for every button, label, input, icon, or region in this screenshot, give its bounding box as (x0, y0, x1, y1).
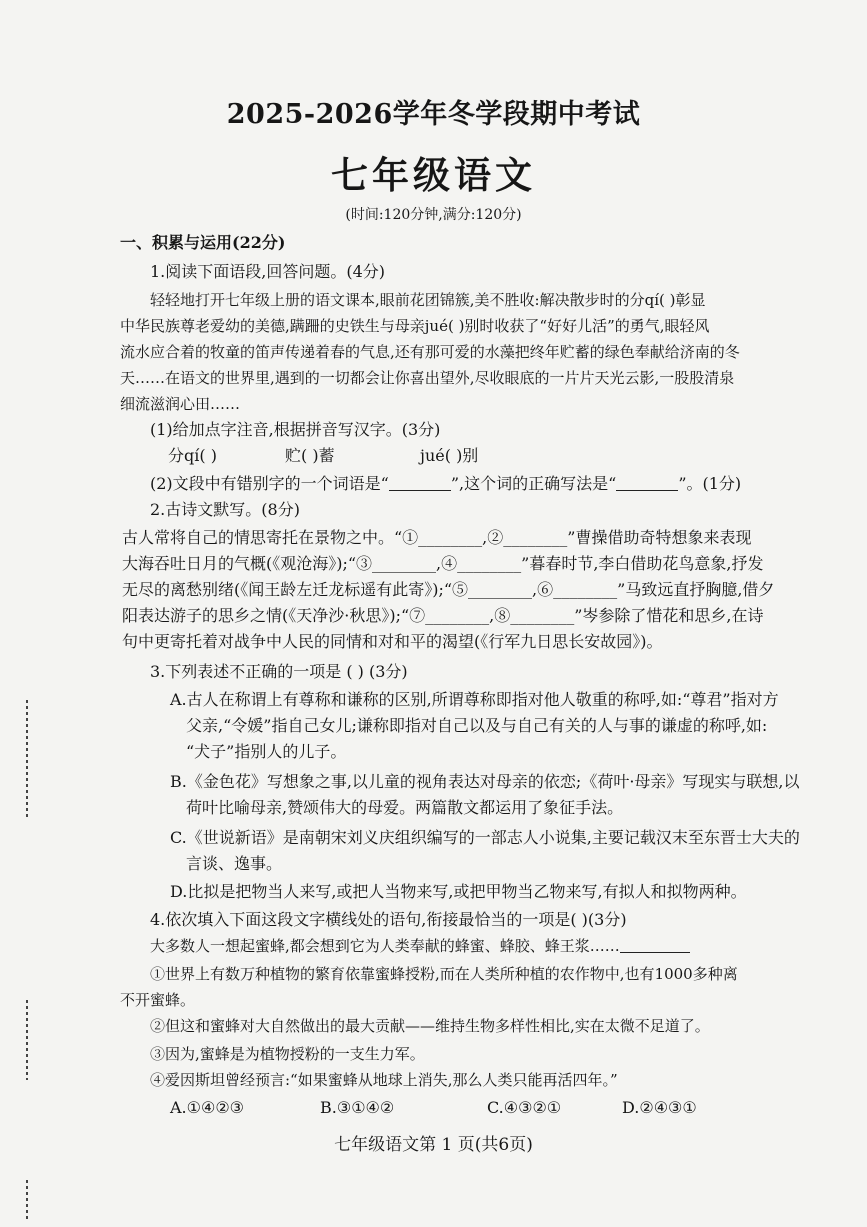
sub1-item: 贮( )蓄 (285, 446, 335, 465)
passage-line: 轻轻地打开七年级上册的语文课本,眼前花团锦簇,美不胜收:解决散步时的分qí( )彰显 (150, 291, 706, 309)
option-a-cont: 父亲,“令媛”指自己女儿;谦称即指对自己以及与自己有关的人与事的谦虚的称呼,如: (186, 716, 768, 735)
poetry-line: 无尽的离愁别绪(《闻王龄左迁龙标遥有此寄》);“⑤________,⑥________”马致远直抒胸臆,借夕 (122, 580, 775, 599)
section-heading: 一、积累与运用(22分) (120, 233, 286, 252)
sentence-1: ①世界上有数万种植物的繁育依靠蜜蜂授粉,而在人类所种植的农作物中,也有1000多种离 (150, 965, 738, 983)
page-footer: 七年级语文第 1 页(共6页) (334, 1135, 533, 1155)
answer-blank[interactable] (616, 476, 678, 491)
question-2-prompt: 2.古诗文默写。(8分) (150, 500, 300, 519)
question-3-prompt: 3.下列表述不正确的一项是 ( ) (3分) (150, 662, 408, 681)
passage-line: 天……在语文的世界里,遇到的一切都会让你喜出望外,尽收眼底的一片片天光云影,一股股清泉 (120, 369, 735, 387)
choice-b: B.③①④② (320, 1098, 395, 1117)
subject-title: 七年级语文 (331, 153, 536, 197)
sentence-4: ④爱因斯坦曾经预言:“如果蜜蜂从地球上消失,那么人类只能再活四年。” (150, 1071, 618, 1089)
option-c: C.《世说新语》是南朝宋刘义庆组织编写的一部志人小说集,主要记载汉末至东晋士大夫的 (170, 828, 800, 847)
option-b-cont: 荷叶比喻母亲,赞颂伟大的母爱。两篇散文都运用了象征手法。 (186, 798, 624, 817)
poetry-line: 大海吞吐日月的气概(《观沧海》);“③________,④________”暮春时节,李白借助花鸟意象,抒发 (122, 554, 764, 573)
exam-title: 2025-2026学年冬学段期中考试 (226, 99, 641, 130)
option-d: D.比拟是把物当人来写,或把人当物来写,或把甲物当乙物来写,有拟人和拟物两种。 (170, 882, 747, 901)
choice-d: D.②④③① (622, 1098, 697, 1117)
question-4-lead (150, 936, 690, 956)
option-a-cont: “犬子”指别人的儿子。 (186, 742, 347, 761)
choice-c: C.④③②① (487, 1098, 562, 1117)
binding-margin-mark (26, 700, 28, 820)
option-c-cont: 言谈、逸事。 (186, 854, 283, 873)
time-info: (时间:120分钟,满分:120分) (345, 207, 522, 223)
binding-margin-mark (26, 1180, 28, 1220)
question-4-prompt: 4.依次填入下面这段文字横线处的语句,衔接最恰当的一项是( )(3分) (150, 910, 627, 929)
question-1-sub2 (150, 474, 741, 494)
poetry-line: 句中更寄托着对战争中人民的同情和对和平的渴望(《行军九日思长安故园》)。 (122, 632, 663, 651)
question-1-prompt: 1.阅读下面语段,回答问题。(4分) (150, 262, 386, 281)
poetry-line: 古人常将自己的情思寄托在景物之中。“①________,②________”曹操借助奇特想象来表现 (122, 528, 752, 547)
lead-text: 大多数人一想起蜜蜂,都会想到它为人类奉献的蜂蜜、蜂胶、蜂王浆…… (150, 937, 620, 955)
sub1-item: jué( )别 (420, 446, 479, 465)
sentence-3: ③因为,蜜蜂是为植物授粉的一支生力军。 (150, 1045, 425, 1063)
sub2-text-b: ”,这个词的正确写法是“ (450, 474, 617, 493)
binding-margin-mark (26, 1000, 28, 1080)
passage-line: 中华民族尊老爱幼的美德,蹒跚的史铁生与母亲jué( )别时收获了“好好儿活”的勇气,眼轻风 (120, 317, 710, 335)
poetry-line: 阳表达游子的思乡之情(《天净沙·秋思》);“⑦________,⑧________”岑参除了惜花和思乡,在诗 (122, 606, 764, 625)
question-1-sub1: (1)给加点字注音,根据拼音写汉字。(3分) (150, 420, 441, 439)
sub2-text-c: ”。(1分) (678, 474, 742, 493)
option-a: A.古人在称谓上有尊称和谦称的区别,所谓尊称即指对他人敬重的称呼,如:“尊君”指对方 (170, 690, 779, 709)
option-b: B.《金色花》写想象之事,以儿童的视角表达对母亲的依恋;《荷叶·母亲》写现实与联想,以 (170, 772, 800, 791)
sentence-2: ②但这和蜜蜂对大自然做出的最大贡献——维持生物多样性相比,实在太微不足道了。 (150, 1017, 710, 1035)
sentence-1-cont: 不开蜜蜂。 (120, 991, 196, 1009)
passage-line: 流水应合着的牧童的笛声传递着春的气息,还有那可爱的水藻把终年贮蓄的绿色奉献给济南的冬 (120, 343, 740, 361)
answer-blank[interactable] (389, 476, 451, 491)
passage-line: 细流滋润心田…… (120, 395, 241, 413)
sub1-item: 分qí( ) (168, 446, 217, 465)
sub2-text-a: (2)文段中有错别字的一个词语是“ (150, 474, 389, 493)
answer-blank[interactable] (620, 938, 690, 953)
choice-a: A.①④②③ (170, 1098, 245, 1117)
